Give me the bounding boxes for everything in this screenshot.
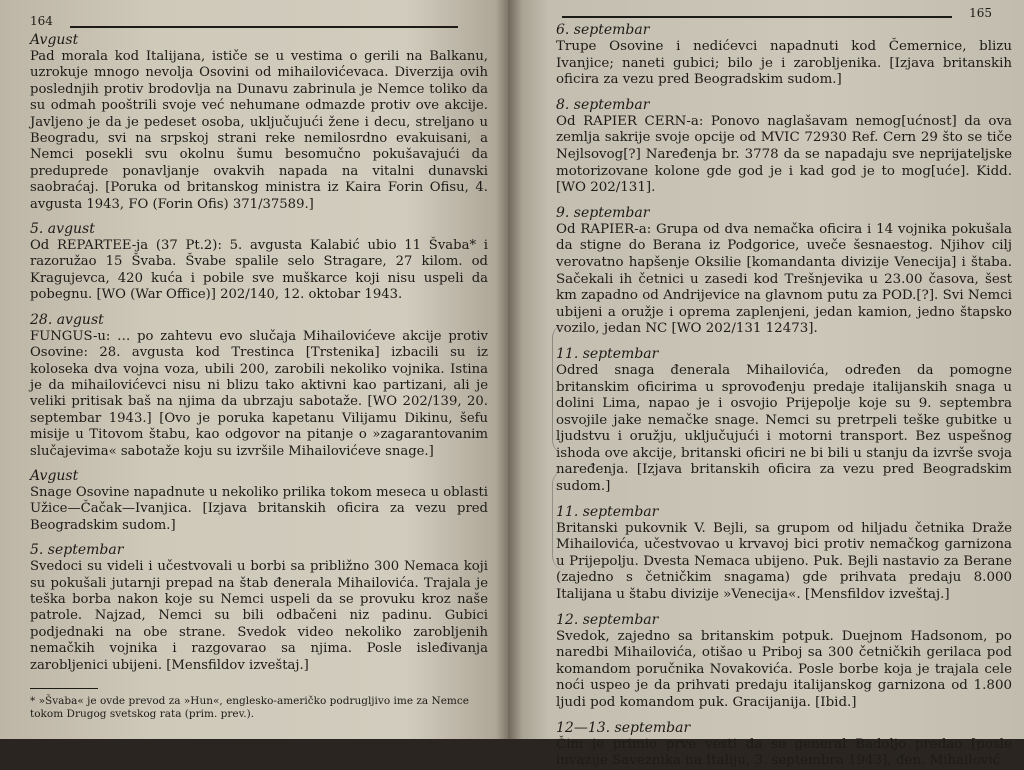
entry [30, 542, 488, 674]
header-rule [70, 26, 458, 28]
entry-date: 12. septembar [556, 611, 659, 628]
entry-text: Od RAPIER CERN-a: Ponovo naglašavam nemog[ućnost] da ova zemlja sakrije svoje opcije od MVIC 72930 Ref. Cern 29 što se tiče Nejlsovog[?] Naređenja br. 3778 da se napadaju sve neprijateljske motorizovane kolone gde god je i kad god je to mog[uće]. Kidd. [WO 202/131]. [556, 113, 1012, 196]
entry-date: 6. septembar [556, 22, 650, 38]
page-number: 165 [969, 6, 992, 20]
entry-date: 5. septembar [30, 542, 124, 559]
entry [556, 720, 1012, 770]
entry [30, 221, 488, 304]
entry-text: Pad morala kod Italijana, ističe se u vestima o gerili na Balkanu, uzrokuje mnogo nevolja Osovini od mihailovićevaca. Diverzija ovih poslednjih protiv brodovlja na Dunavu zabrinula je Nemce toliko da su odmah pooštrili svoje već nehumane odmazde protiv ove akcije. Javljeno je da je pedeset osoba, uključujući žene i decu, streljano u Beogradu, svi na srpskoj strani reke nemilosrdno evakuisani, a Nemci posekli svu okolnu šumu besomučno pokušavajući da preduprede ponavljanje ovakvih napada na vitalni dunavski saobraćaj. [Poruka od britanskog ministra iz Kaira Forin Ofisu, 4. avgusta 1943, FO (Forin Ofis) 371/37589.] [30, 49, 488, 212]
entry-text: Od RAPIER-a: Grupa od dva nemačka oficira i 14 vojnika pokušala da stigne do Berana iz Podgorice, uveče šesnaestog. Njihov cilj verovatno hapšenje Oksilie [komandanta divizije Venecija] i štaba. Sačekali ih četnici u zasedi kod Trešnjevika u 23.00 časova, šest km zapadno od Andrijevice na glavnom putu za POD.[?]. Svi Nemci ubijeni a oružje i oprema zaplenjeni, jedan kamion, jedno štapsko vozilo, jedan NC [WO 202/131 12473]. [556, 221, 1012, 337]
entry [556, 22, 1012, 89]
entry [556, 97, 1012, 197]
footnote-text: * »Švaba« je ovde prevod za »Hun«, englesko-američko podrugljivo ime za Nemce tokom Drugog svetskog rata (prim. prev.). [30, 695, 469, 720]
entry-text: Odred snaga đenerala Mihailovića, određen da pomogne britanskim oficirima u sprovođenju predaje italijanskih snaga u dolini Lima, napao je i osvojio Prijepolje koje su 9. septembra osvojile jake nemačke snage. Nemci su pretrpeli teške gubitke u ljudstvu i oružju, uključujući i motorni transport. Bez uspešnog ishoda ove akcije, britanski oficiri ne bi bili u stanju da izvrše svoja naređenja. [Izjava britanskih oficira za vezu pred Beogradskim sudom.] [556, 362, 1012, 495]
entry-date: 12—13. septembar [556, 719, 691, 736]
footnote-rule [30, 688, 98, 689]
entry-text: Svedoci su videli i učestvovali u borbi sa približno 300 Nemaca koji su pokušali jutarnji prepad na štab đenerala Mihailovića. Trajala je teška borba nakon koje su Nemci uspeli da se provuku kroz naše patrole. Najzad, Nemci su bili odbačeni niz padinu. Gubici podjednaki na obe strane. Svedok video nekoliko zarobljenih nemačkih vojnika i razgovarao sa njima. Posle isleđivanja zarobljenici ubijeni. [Mensfildov izveštaj.] [30, 559, 488, 673]
left-page-header [30, 12, 488, 32]
entry-text: Čim je primio prve vesti da se general Badoljo predao [posle invazije Saveznika na Italiju, 3. septembra 1943], đen. Mihailović [556, 736, 1012, 769]
footnote [30, 688, 488, 721]
entry [30, 468, 488, 534]
entry-text: Trupe Osovine i nedićevci napadnuti kod Čemernice, blizu Ivanjice; naneti gubici; bilo je i zarobljenika. [Izjava britanskih oficira za vezu pred Beogradskim sudom.] [556, 39, 1012, 88]
right-page [508, 0, 1024, 769]
entry-date: 11. septembar [556, 345, 659, 362]
entry [556, 205, 1012, 338]
entry [30, 312, 488, 460]
right-page-header [556, 2, 1012, 22]
entry-date: Avgust [30, 32, 79, 48]
entry-text: Svedok, zajedno sa britanskim potpuk. Duejnom Hadsonom, po naredbi Mihailovića, otišao u Priboj sa 300 četničkih gerilaca pod komandom poručnika Novakovića. Posle borbe koja je trajala cele noći uspeo je da prihvati predaju italijanskog garnizona od 1.800 ljudi pod komandom puk. Gracijanija. [Ibid.] [556, 628, 1012, 710]
entry [30, 32, 488, 213]
entry [556, 346, 1012, 496]
entry [556, 504, 1012, 604]
entry-text: Snage Osovine napadnute u nekoliko prilika tokom meseca u oblasti Užice—Čačak—Ivanjica. [Izjava britanskih oficira za vezu pred Beogradskim sudom.] [30, 484, 488, 533]
entry-text: FUNGUS-u: … po zahtevu evo slučaja Mihailovićeve akcije protiv Osovine: 28. avgusta kod Trestinca [Trstenika] izbacili su iz koloseka dva vojna voza, ubili 200, zarobili nekoliko vojnika. Istina je da mihailovićevci nisu ni blizu tako aktivni kao partizani, ali je veliki pritisak baš na njima da ubrzaju sabotaže. [WO 202/139, 20. septembar 1943.] [Ovo je poruka kapetanu Vilijamu Dikinu, šefu misije u Titovom štabu, kao odgovor na pitanje o »zagarantovanim slučajevima« sabotaže koju su izvršile Mihailovićeve snage.] [30, 328, 488, 459]
book-gutter-shadow [496, 0, 522, 739]
header-rule [562, 16, 952, 18]
entry-date: 28. avgust [30, 311, 104, 328]
entry-text: Britanski pukovnik V. Bejli, sa grupom od hiljadu četnika Draže Mihailovića, učestvovao u krvavoj bici protiv nemačkog garnizona u Prijepolju. Dvesta Nemaca ubijeno. Puk. Bejli nastavio za Berane (zajedno s četničkim snagama) gde prihvata predaju 8.000 Italijana u štabu divizije »Venecija«. [Mensfildov izveštaj.] [556, 520, 1012, 603]
entry-text: Od REPARTEE-ja (37 Pt.2): 5. avgusta Kalabić ubio 11 Švaba* i razoružao 15 Švaba. Švabe spalile selo Stragare, 27 kilom. od Kragujevca, 420 kuća i pobile sve muškarce koji nisu uspeli da pobegnu. [WO (War Office)] 202/140, 12. oktobar 1943. [30, 238, 488, 303]
entry [556, 612, 1012, 712]
entry-date: 9. septembar [556, 204, 650, 221]
page-number: 164 [30, 14, 53, 28]
entry-date: 11. septembar [556, 503, 659, 520]
entry-date: Avgust [30, 467, 79, 484]
entry-date: 8. septembar [556, 96, 650, 113]
entry-date: 5. avgust [30, 221, 95, 238]
left-page [0, 0, 508, 739]
